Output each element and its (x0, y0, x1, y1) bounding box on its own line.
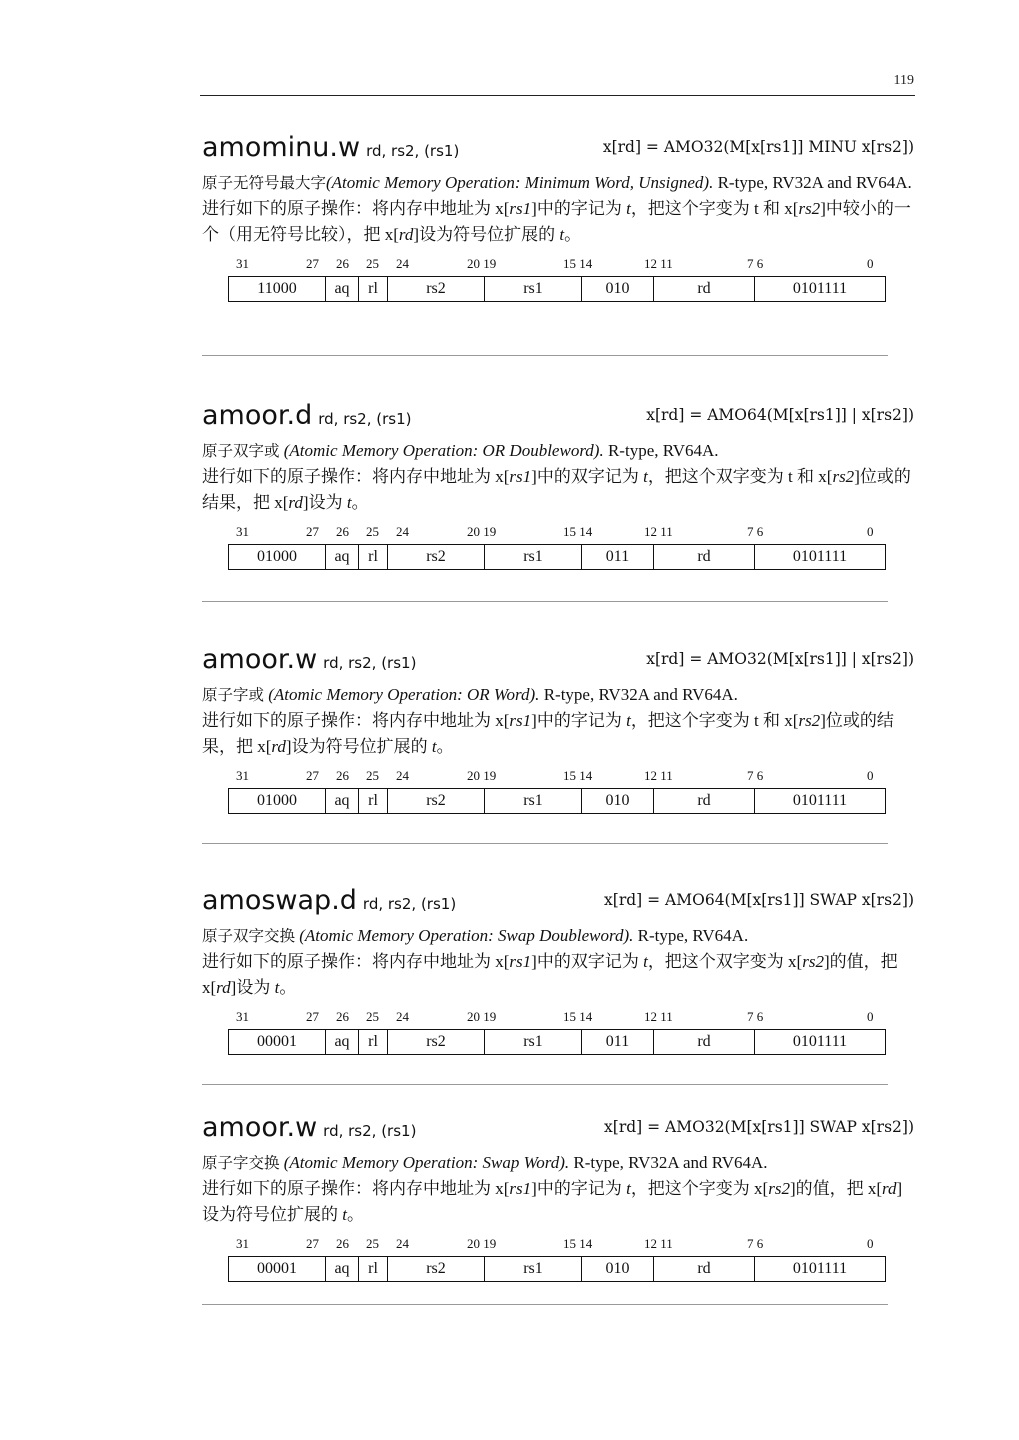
bit-label: 7 6 (747, 1009, 764, 1024)
instruction-type: R-type, RV64A. (633, 926, 749, 945)
instruction-operands: rd, rs2, (rs1) (362, 895, 457, 913)
instruction-mnemonic: amominu.w rd, rs2, (rs1) (202, 132, 460, 163)
field-funct3: 011 (582, 545, 654, 569)
encoding-fields (228, 1029, 886, 1055)
bit-label: 25 (366, 768, 379, 783)
bit-label: 27 (306, 524, 319, 539)
field-opcode: 0101111 (792, 548, 848, 565)
field-aq: aq (326, 545, 359, 569)
instruction-description: 进行如下的原子操作：将内存中地址为 x[rs1]中的字记为 t，把这个字变为 x[rs2]的值，把 x[rd]设为符号位扩展的 t。 (202, 1179, 903, 1224)
field-aq: aq (326, 277, 359, 301)
instruction-type: R-type, RV32A and RV64A. (539, 685, 738, 704)
bit-label: 24 (396, 256, 409, 271)
encoding-fields (228, 544, 886, 570)
bit-label: 27 (306, 768, 319, 783)
instruction-type: R-type, RV32A and RV64A. (569, 1153, 768, 1172)
title-chinese: 原子双字或 (202, 442, 280, 460)
bit-label: 27 (306, 1236, 319, 1251)
instruction-formula: x[rd] = AMO32(M[x[rs1]] SWAP x[rs2]) (604, 1118, 914, 1136)
bit-label: 27 (306, 256, 319, 271)
bit-label: 15 14 (563, 1236, 593, 1251)
instruction-mnemonic: amoor.w rd, rs2, (rs1) (202, 1112, 417, 1143)
instruction-formula: x[rd] = AMO32(M[x[rs1]] MINU x[rs2]) (602, 138, 914, 156)
bit-label: 26 (336, 1009, 349, 1024)
instruction-summary (202, 438, 914, 464)
field-funct5: 00001 (229, 1257, 326, 1281)
instruction-header (202, 1112, 914, 1150)
instruction-mnemonic: amoor.w rd, rs2, (rs1) (202, 644, 417, 675)
field-opcode: 0101111 (792, 280, 848, 297)
field-rd: rd (654, 545, 755, 569)
bit-label: 15 14 (563, 768, 593, 783)
bit-label: 20 19 (467, 256, 497, 271)
instruction-summary (202, 170, 914, 196)
bit-label: 0 (867, 256, 874, 271)
bit-label: 25 (366, 1236, 379, 1251)
field-funct5: 00001 (229, 1030, 326, 1054)
title-chinese: 原子无符号最大字 (202, 174, 327, 192)
encoding-diagram (202, 768, 914, 816)
field-funct5: 01000 (229, 545, 326, 569)
field-opcode: 0101111 (792, 792, 848, 809)
instruction-type: R-type, RV32A and RV64A. (713, 173, 912, 192)
field-aq: aq (326, 1257, 359, 1281)
title-english: (Atomic Memory Operation: Swap Word). (279, 1153, 570, 1172)
field-rs1: rs1 (485, 277, 582, 301)
field-rs1: rs1 (485, 1257, 582, 1281)
field-rs2: rs2 (388, 1030, 485, 1054)
bit-label: 15 14 (563, 524, 593, 539)
field-rl: rl (359, 277, 388, 301)
section-separator (202, 1304, 888, 1305)
field-rs2: rs2 (388, 545, 485, 569)
bit-label: 0 (867, 524, 874, 539)
instruction-description: 进行如下的原子操作：将内存中地址为 x[rs1]中的字记为 t，把这个字变为 t 和 x[rs2]中较小的一个（用无符号比较），把 x[rd]设为符号位扩展的 t。 (202, 199, 911, 244)
encoding-diagram (202, 1236, 914, 1284)
bit-label: 24 (396, 768, 409, 783)
bit-label: 31 (236, 1236, 249, 1251)
header-rule (200, 95, 915, 96)
bit-label: 7 6 (747, 1236, 764, 1251)
encoding-fields (228, 1256, 886, 1282)
field-rd: rd (654, 1030, 755, 1054)
bit-label: 26 (336, 768, 349, 783)
bit-label: 20 19 (467, 524, 497, 539)
bit-label: 15 14 (563, 256, 593, 271)
bit-label: 12 11 (644, 1236, 673, 1251)
field-rd: rd (654, 1257, 755, 1281)
bit-label: 0 (867, 1009, 874, 1024)
bit-label: 31 (236, 1009, 249, 1024)
field-rl: rl (359, 1257, 388, 1281)
field-rl: rl (359, 545, 388, 569)
instruction-formula: x[rd] = AMO64(M[x[rs1]] SWAP x[rs2]) (604, 891, 914, 909)
bit-label: 26 (336, 1236, 349, 1251)
instruction-header (202, 644, 914, 682)
bit-label: 0 (867, 1236, 874, 1251)
field-rs1: rs1 (485, 545, 582, 569)
bit-label: 12 11 (644, 524, 673, 539)
field-funct5: 01000 (229, 789, 326, 813)
instruction-summary (202, 923, 914, 949)
instruction-mnemonic: amoor.d rd, rs2, (rs1) (202, 400, 412, 431)
page-number: 119 (893, 73, 914, 88)
bit-label: 24 (396, 524, 409, 539)
instruction-description: 进行如下的原子操作：将内存中地址为 x[rs1]中的双字记为 t，把这个双字变为 x[rs2]的值，把 x[rd]设为 t。 (202, 952, 898, 997)
bit-label: 7 6 (747, 524, 764, 539)
title-english: (Atomic Memory Operation: OR Doubleword). (279, 441, 604, 460)
instruction-entry (202, 644, 914, 816)
field-opcode: 0101111 (792, 1260, 848, 1277)
encoding-fields (228, 788, 886, 814)
encoding-diagram (202, 524, 914, 572)
field-rl: rl (359, 789, 388, 813)
field-funct3: 010 (582, 789, 654, 813)
section-separator (202, 843, 888, 844)
instruction-operands: rd, rs2, (rs1) (323, 654, 417, 672)
instruction-operands: rd, rs2, (rs1) (318, 410, 412, 428)
bit-label: 7 6 (747, 256, 764, 271)
encoding-fields (228, 276, 886, 302)
instruction-operands: rd, rs2, (rs1) (366, 142, 460, 160)
encoding-diagram (202, 1009, 914, 1057)
section-separator (202, 1084, 888, 1085)
section-separator (202, 601, 888, 602)
bit-label: 27 (306, 1009, 319, 1024)
field-funct3: 011 (582, 1030, 654, 1054)
bit-label: 20 19 (467, 1236, 497, 1251)
field-opcode: 0101111 (792, 1033, 848, 1050)
field-funct3: 010 (582, 1257, 654, 1281)
title-english: (Atomic Memory Operation: Minimum Word, Unsigned). (326, 173, 714, 192)
instruction-entry (202, 132, 914, 304)
field-rs2: rs2 (388, 1257, 485, 1281)
field-aq: aq (326, 1030, 359, 1054)
title-chinese: 原子字交换 (202, 1154, 280, 1172)
bit-label: 31 (236, 768, 249, 783)
bit-label: 12 11 (644, 256, 673, 271)
instruction-formula: x[rd] = AMO64(M[x[rs1]] | x[rs2]) (646, 406, 914, 424)
instruction-type: R-type, RV64A. (603, 441, 719, 460)
instruction-summary (202, 1150, 914, 1176)
bit-label: 31 (236, 524, 249, 539)
bit-label: 31 (236, 256, 249, 271)
encoding-diagram (202, 256, 914, 304)
instruction-entry (202, 1112, 914, 1284)
instruction-formula: x[rd] = AMO32(M[x[rs1]] | x[rs2]) (646, 650, 914, 668)
field-funct3: 010 (582, 277, 654, 301)
instruction-mnemonic: amoswap.d rd, rs2, (rs1) (202, 885, 457, 916)
bit-label: 0 (867, 768, 874, 783)
instruction-description: 进行如下的原子操作：将内存中地址为 x[rs1]中的双字记为 t，把这个双字变为 t 和 x[rs2]位或的结果，把 x[rd]设为 t。 (202, 467, 911, 512)
field-aq: aq (326, 789, 359, 813)
field-rd: rd (654, 277, 755, 301)
instruction-header (202, 885, 914, 923)
instruction-header (202, 132, 914, 170)
bit-label: 26 (336, 524, 349, 539)
field-rs2: rs2 (388, 789, 485, 813)
bit-label: 24 (396, 1009, 409, 1024)
title-english: (Atomic Memory Operation: OR Word). (264, 685, 540, 704)
field-rs2: rs2 (388, 277, 485, 301)
title-chinese: 原子双字交换 (202, 927, 296, 945)
instruction-header (202, 400, 914, 438)
bit-label: 25 (366, 256, 379, 271)
instruction-operands: rd, rs2, (rs1) (323, 1122, 417, 1140)
bit-label: 24 (396, 1236, 409, 1251)
section-separator (202, 355, 888, 356)
field-funct5: 11000 (229, 277, 326, 301)
bit-label: 15 14 (563, 1009, 593, 1024)
bit-label: 26 (336, 256, 349, 271)
bit-label: 25 (366, 1009, 379, 1024)
instruction-entry (202, 885, 914, 1057)
bit-label: 20 19 (467, 768, 497, 783)
field-rs1: rs1 (485, 789, 582, 813)
field-rl: rl (359, 1030, 388, 1054)
title-chinese: 原子字或 (202, 686, 265, 704)
instruction-entry (202, 400, 914, 572)
bit-label: 12 11 (644, 768, 673, 783)
instruction-description: 进行如下的原子操作：将内存中地址为 x[rs1]中的字记为 t，把这个字变为 t 和 x[rs2]位或的结果，把 x[rd]设为符号位扩展的 t。 (202, 711, 894, 756)
bit-label: 12 11 (644, 1009, 673, 1024)
title-english: (Atomic Memory Operation: Swap Doubleword). (295, 926, 634, 945)
field-rs1: rs1 (485, 1030, 582, 1054)
bit-label: 20 19 (467, 1009, 497, 1024)
bit-label: 25 (366, 524, 379, 539)
instruction-summary (202, 682, 914, 708)
field-rd: rd (654, 789, 755, 813)
bit-label: 7 6 (747, 768, 764, 783)
